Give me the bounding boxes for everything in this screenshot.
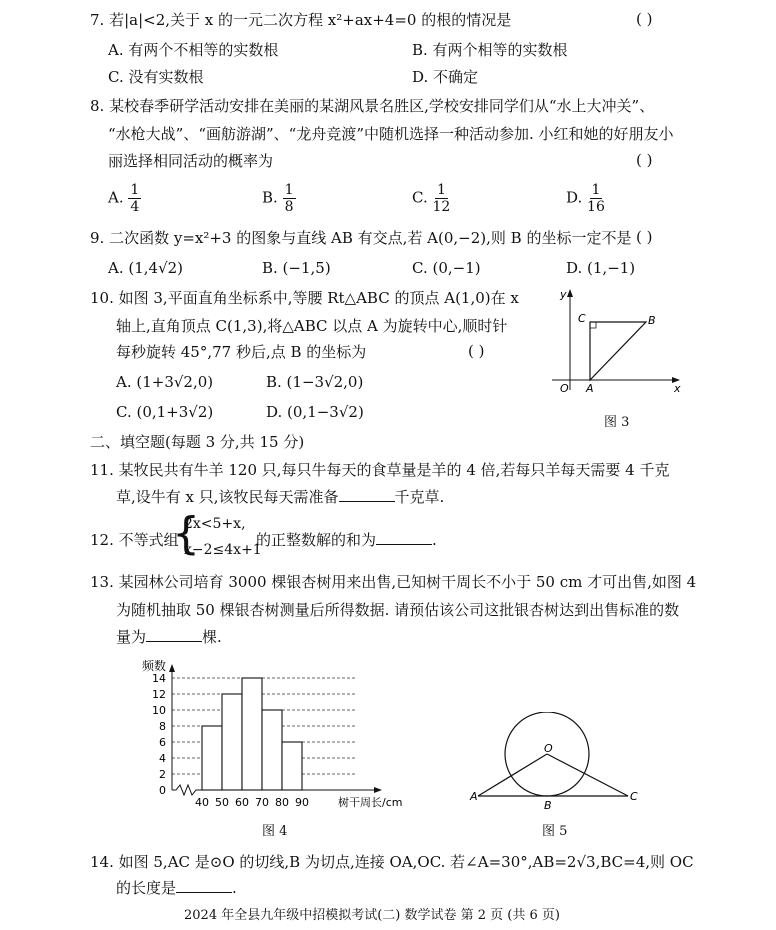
hist-bar — [222, 694, 242, 790]
q8-b-num: 1 — [284, 182, 294, 198]
q8-line1: 8. 某校春季研学活动安排在美丽的某湖风景名胜区,学校安排同学们从“水上大冲关”、 — [90, 97, 655, 115]
fig3-right-angle-mark — [590, 322, 596, 328]
fig3-label-y: y — [560, 288, 567, 301]
q12-suffix-text: 的正整数解的和为 — [256, 531, 377, 549]
q12-prefix: 12. 不等式组 — [90, 531, 179, 549]
hist-x-tick-label: 70 — [255, 796, 269, 809]
q8-c-fraction — [433, 182, 451, 215]
figure-4-caption: 图 4 — [262, 824, 288, 839]
q7-option-c: C. 没有实数根 — [108, 68, 204, 86]
fig5-label-c: C — [630, 790, 638, 803]
hist-y-tick-label: 0 — [159, 784, 166, 797]
q9-stem: 9. 二次函数 y=x²+3 的图象与直线 AB 有交点,若 A(0,−2),则 B 的坐标一定不是 — [90, 229, 632, 247]
q11-line2 — [116, 487, 444, 507]
q11-line1: 11. 某牧民共有牛羊 120 只,每只牛每天的食草量是羊的 4 倍,若每只羊每天需要 4 千克 — [90, 461, 670, 479]
q12-suffix — [256, 530, 437, 550]
figure-3-caption: 图 3 — [604, 415, 630, 430]
hist-y-tick-label: 8 — [159, 720, 166, 733]
fig3-label-x: x — [674, 382, 681, 395]
q8-b-den: 8 — [284, 199, 294, 215]
hist-y-tick-label: 12 — [152, 688, 166, 701]
figure-5-caption: 图 5 — [542, 824, 568, 839]
fig3-label-o: O — [560, 382, 569, 395]
q14-line2-tail: . — [232, 879, 237, 897]
q8-option-b — [262, 182, 296, 215]
q10-line3: 每秒旋转 45°,77 秒后,点 B 的坐标为 — [116, 343, 367, 361]
q13-line2: 为随机抽取 50 棵银杏树测量后所得数据. 请预估该公司这批银杏树达到出售标准的数 — [116, 601, 680, 619]
q8-option-c — [412, 182, 450, 215]
q12-inequality-2: x−2≤4x+1 — [184, 542, 262, 558]
q11-line2-tail: 千克草. — [394, 488, 445, 506]
q9-option-a: A. (1,4√2) — [108, 259, 184, 277]
page-footer: 2024 年全县九年级中招模拟考试(二) 数学试卷 第 2 页 (共 6 页) — [184, 908, 560, 923]
q8-d-num: 1 — [591, 182, 601, 198]
fig5-label-o: O — [544, 742, 553, 755]
q10-option-d: D. (0,1−3√2) — [266, 403, 364, 421]
fig3-triangle-abc — [590, 322, 646, 380]
q8-d-fraction — [587, 182, 605, 215]
hist-y-tick-label: 10 — [152, 704, 166, 717]
hist-x-tick-label: 80 — [275, 796, 289, 809]
q7-answer-paren: ( ) — [636, 10, 653, 28]
q8-c-label: C. — [412, 188, 428, 207]
q8-a-den: 4 — [130, 199, 140, 215]
q8-a-num: 1 — [130, 182, 140, 198]
q8-line3: 丽选择相同活动的概率为 — [108, 152, 274, 170]
q8-d-label: D. — [566, 188, 583, 207]
q10-answer-paren: ( ) — [468, 342, 485, 360]
hist-bar — [282, 742, 302, 790]
hist-x-tick-label: 90 — [295, 796, 309, 809]
q12-suffix-end: . — [432, 531, 437, 549]
q9-option-b: B. (−1,5) — [262, 259, 331, 277]
q8-c-den: 12 — [432, 199, 451, 215]
hist-bar — [242, 678, 262, 790]
fig5-label-b: B — [544, 799, 552, 812]
hist-x-label: 树干周长/cm — [338, 796, 403, 809]
q13-line1: 13. 某园林公司培育 3000 棵银杏树用来出售,已知树干周长不小于 50 cm 才可出售,如图 4 — [90, 573, 697, 591]
q14-line2-text: 的长度是 — [116, 879, 177, 897]
hist-x-tick-label: 50 — [215, 796, 229, 809]
section-2-heading: 二、填空题(每题 3 分,共 15 分) — [90, 433, 305, 451]
q10-option-b: B. (1−3√2,0) — [266, 373, 364, 391]
q12-inequality-1: 2x<5+x, — [184, 516, 246, 532]
fig3-label-b: B — [648, 314, 656, 327]
hist-bar — [262, 710, 282, 790]
q8-a-label: A. — [108, 188, 124, 207]
q9-answer-paren: ( ) — [636, 228, 653, 246]
q7-option-d: D. 不确定 — [412, 68, 479, 86]
q8-b-fraction — [283, 182, 296, 215]
fig3-y-arrow — [567, 289, 573, 297]
q13-line3 — [116, 627, 222, 647]
figure-4-histogram — [120, 654, 420, 814]
fig5-line-oc — [547, 754, 628, 796]
hist-y-tick-label: 6 — [159, 736, 166, 749]
q8-a-fraction — [128, 182, 141, 215]
q13-line3-text: 量为 — [116, 628, 147, 646]
q14-answer-blank[interactable] — [176, 878, 232, 893]
hist-y-tick-label: 2 — [159, 768, 166, 781]
q8-line2: “水枪大战”、“画舫游湖”、“龙舟竞渡”中随机选择一种活动参加. 小红和她的好朋友小 — [108, 125, 674, 143]
hist-y-label: 频数 — [142, 659, 167, 673]
hist-x-tick-label: 60 — [235, 796, 249, 809]
hist-y-tick-label: 4 — [159, 752, 166, 765]
q10-option-c: C. (0,1+3√2) — [116, 403, 214, 421]
q13-line3-tail: 棵. — [202, 628, 222, 646]
fig5-label-a: A — [470, 790, 478, 803]
q7-option-b: B. 有两个相等的实数根 — [412, 41, 568, 59]
q7-stem: 7. 若|a|<2,关于 x 的一元二次方程 x²+ax+4=0 的根的情况是 — [90, 11, 512, 29]
hist-x-tick-label: 40 — [195, 796, 209, 809]
hist-x-arrow — [374, 787, 382, 793]
q7-option-a: A. 有两个不相等的实数根 — [108, 41, 279, 59]
q10-option-a: A. (1+3√2,0) — [116, 373, 214, 391]
fig5-line-oa — [478, 754, 547, 796]
fig3-label-a: A — [586, 382, 594, 395]
q8-option-a — [108, 182, 141, 215]
q8-answer-paren: ( ) — [636, 151, 653, 169]
figure-3-coordinate-diagram — [548, 286, 688, 396]
q8-b-label: B. — [262, 188, 278, 207]
q12-brace: { — [172, 508, 200, 559]
hist-y-arrow — [169, 664, 175, 672]
fig3-label-c: C — [578, 312, 586, 325]
q14-line2 — [116, 878, 237, 898]
q13-answer-blank[interactable] — [146, 627, 202, 642]
q14-line1: 14. 如图 5,AC 是⊙O 的切线,B 为切点,连接 OA,OC. 若∠A=30°,AB=2√3,BC=4,则 OC — [90, 853, 694, 871]
q12-answer-blank[interactable] — [376, 530, 432, 545]
q8-c-num: 1 — [436, 182, 446, 198]
q9-option-d: D. (1,−1) — [566, 259, 636, 277]
q8-d-den: 16 — [587, 199, 605, 215]
q8-option-d — [566, 182, 605, 215]
hist-bar — [202, 726, 222, 790]
figure-5-tangent-diagram — [468, 712, 648, 812]
q10-line1: 10. 如图 3,平面直角坐标系中,等腰 Rt△ABC 的顶点 A(1,0)在 x — [90, 289, 519, 307]
q11-line2-text: 草,设牛有 x 只,该牧民每天需准备 — [116, 488, 339, 506]
q11-answer-blank[interactable] — [339, 487, 395, 502]
hist-y-tick-label: 14 — [152, 672, 166, 685]
q10-line2: 轴上,直角顶点 C(1,3),将△ABC 以点 A 为旋转中心,顺时针 — [116, 317, 508, 335]
q9-option-c: C. (0,−1) — [412, 259, 481, 277]
